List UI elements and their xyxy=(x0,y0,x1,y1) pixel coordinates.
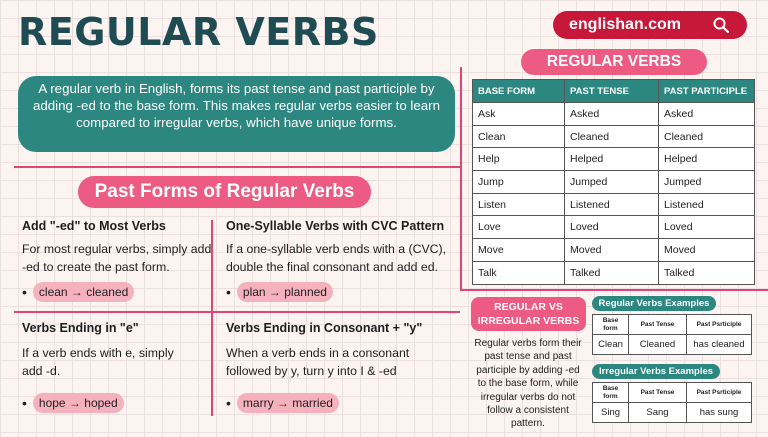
table-cell: Talked xyxy=(565,261,659,284)
regular-vs-irregular-title: REGULAR VS IRREGULAR VERBS xyxy=(471,297,586,331)
regular-verbs-title: REGULAR VERBS xyxy=(521,49,707,75)
table-cell: Listen xyxy=(473,193,565,216)
table-row xyxy=(473,125,755,148)
table-cell: Ask xyxy=(473,103,565,126)
irregular-examples-title: Irregular Verbs Examples xyxy=(592,364,720,379)
page-title: REGULAR VERBS xyxy=(18,10,379,54)
column-header: PAST PARTICIPLE xyxy=(659,80,755,103)
intro-box: A regular verb in English, forms its past tense and past participle by adding -ed to the base form. This makes regular verbs easier to learn compared to irregular verbs, which have unique forms. xyxy=(18,76,455,152)
table-cell: Clean xyxy=(593,335,629,355)
bullet-icon: • xyxy=(22,395,27,411)
table-header-row xyxy=(593,315,752,335)
table-cell: Helped xyxy=(659,148,755,171)
table-cell: Sing xyxy=(593,403,629,423)
table-cell: Cleaned xyxy=(659,125,755,148)
table-row xyxy=(473,216,755,239)
irregular-examples-table xyxy=(592,382,752,423)
table-cell: Loved xyxy=(565,216,659,239)
rule-text: When a verb ends in a consonant followed by y, turn y into I & -ed xyxy=(226,346,410,378)
table-cell: Clean xyxy=(473,125,565,148)
example-chip: clean → cleaned xyxy=(33,282,134,302)
table-cell: Talk xyxy=(473,261,565,284)
column-header: Base form xyxy=(593,383,629,403)
bullet-icon: • xyxy=(226,284,231,300)
table-cell: Listened xyxy=(565,193,659,216)
bullet-icon: • xyxy=(226,395,231,411)
column-header: Past Tense xyxy=(629,315,687,335)
table-cell: Help xyxy=(473,148,565,171)
column-header: BASE FORM xyxy=(473,80,565,103)
rule-text: For most regular verbs, simply add -ed to create the past form. xyxy=(22,242,212,274)
rule-add-ed xyxy=(22,219,217,302)
regular-vs-irregular-text: Regular verbs form their past tense and past participle by adding -ed to the base form, while irregular verbs do not follow a consistent pattern. xyxy=(474,338,582,430)
table-cell: Moved xyxy=(565,239,659,262)
example-chip: hope → hoped xyxy=(33,393,124,413)
table-cell: has cleaned xyxy=(687,335,752,355)
table-header-row xyxy=(593,383,752,403)
table-row xyxy=(473,193,755,216)
table-cell: Asked xyxy=(565,103,659,126)
table-cell: Jump xyxy=(473,171,565,194)
rule-heading: Verbs Ending in "e" xyxy=(22,321,139,335)
table-cell: Moved xyxy=(659,239,755,262)
table-row xyxy=(593,403,752,423)
column-header: Past Psrticiple xyxy=(687,383,752,403)
regular-verbs-table xyxy=(472,79,755,285)
rule-example xyxy=(22,282,217,302)
table-cell: Cleaned xyxy=(565,125,659,148)
column-header: Base form xyxy=(593,315,629,335)
table-row xyxy=(473,239,755,262)
table-row xyxy=(473,103,755,126)
divider-right-horizontal xyxy=(460,289,768,291)
regular-examples-title: Regular Verbs Examples xyxy=(592,296,716,311)
divider-grid-horizontal xyxy=(14,311,460,313)
table-cell: Talked xyxy=(659,261,755,284)
regular-examples-table xyxy=(592,314,752,355)
table-header-row xyxy=(473,80,755,103)
rule-example xyxy=(226,282,454,302)
rule-text: If a one-syllable verb ends with a (CVC), double the final consonant and add ed. xyxy=(226,242,447,274)
divider-right-vertical xyxy=(460,67,462,289)
table-row xyxy=(473,148,755,171)
column-header: Past Tense xyxy=(629,383,687,403)
table-cell: Asked xyxy=(659,103,755,126)
table-cell: Love xyxy=(473,216,565,239)
rule-cvc xyxy=(226,219,454,302)
table-cell: Helped xyxy=(565,148,659,171)
divider-top xyxy=(14,166,460,168)
search-icon[interactable] xyxy=(713,17,729,33)
example-chip: marry → married xyxy=(237,393,339,413)
table-cell: Move xyxy=(473,239,565,262)
site-name[interactable]: englishan.com xyxy=(569,16,682,33)
rule-example xyxy=(22,393,192,413)
site-link-pill[interactable] xyxy=(553,11,747,39)
rule-consonant-y xyxy=(226,321,422,413)
rule-text: If a verb ends with e, simply add -d. xyxy=(22,346,174,378)
past-forms-title: Past Forms of Regular Verbs xyxy=(78,176,371,208)
table-cell: Loved xyxy=(659,216,755,239)
example-chip: plan → planned xyxy=(237,282,333,302)
table-row xyxy=(593,335,752,355)
rule-heading: One-Syllable Verbs with CVC Pattern xyxy=(226,219,445,233)
column-header: PAST TENSE xyxy=(565,80,659,103)
table-row xyxy=(473,261,755,284)
table-cell: Listened xyxy=(659,193,755,216)
table-cell: Jumped xyxy=(565,171,659,194)
table-cell: Jumped xyxy=(659,171,755,194)
rule-ending-e xyxy=(22,321,192,413)
rule-heading: Add "-ed" to Most Verbs xyxy=(22,219,166,233)
table-cell: Cleaned xyxy=(629,335,687,355)
table-row xyxy=(473,171,755,194)
table-cell: has sung xyxy=(687,403,752,423)
column-header: Past Psrticiple xyxy=(687,315,752,335)
bullet-icon: • xyxy=(22,284,27,300)
rule-example xyxy=(226,393,422,413)
table-cell: Sang xyxy=(629,403,687,423)
rule-heading: Verbs Ending in Consonant + "y" xyxy=(226,321,423,335)
